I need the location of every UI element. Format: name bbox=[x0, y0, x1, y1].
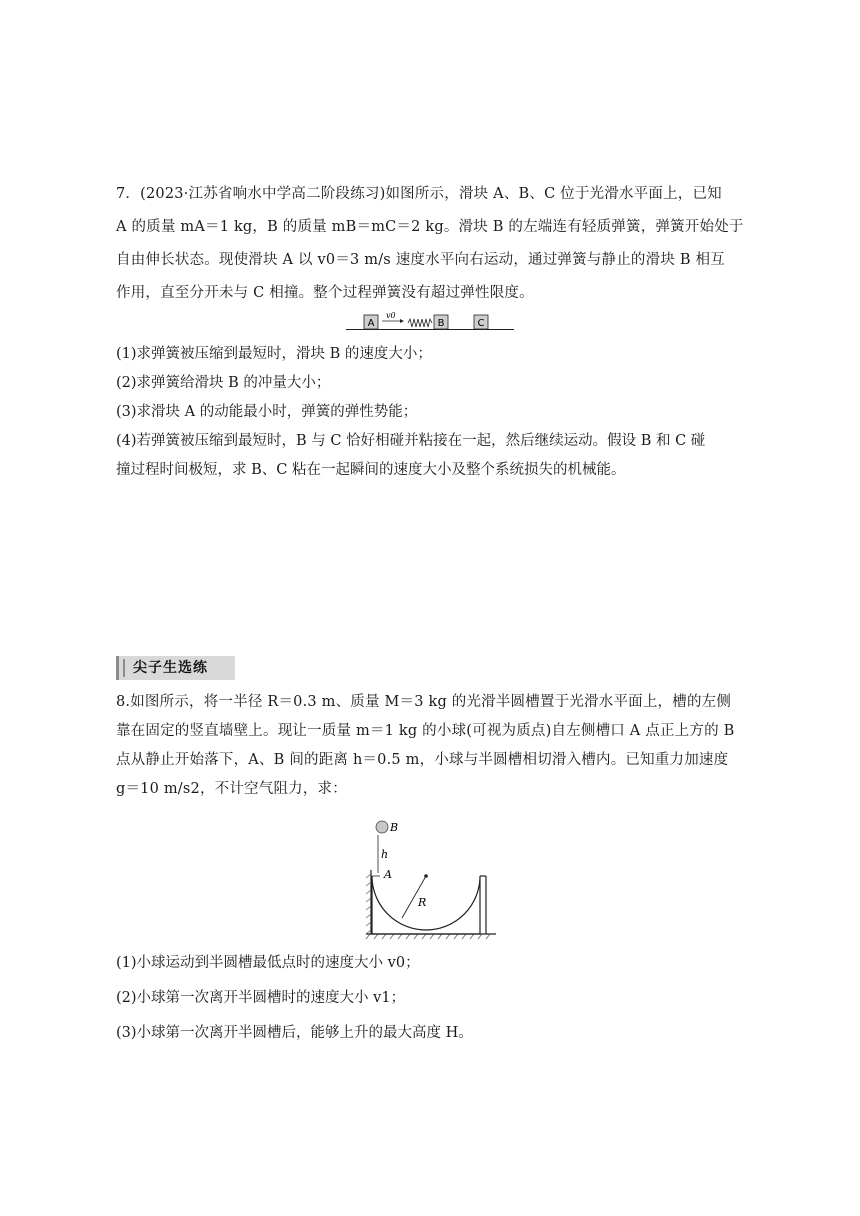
q7-subquestions bbox=[116, 340, 705, 485]
section-marker bbox=[123, 659, 125, 677]
q8-subquestion: (2)小球第一次离开半圆槽时的速度大小 v1； bbox=[116, 990, 406, 1006]
q8-line: 点从静止开始落下，A、B 间的距离 h＝0.5 m，小球与半圆槽相切滑入槽内。已知重力加速度 bbox=[116, 752, 729, 768]
q7-subquestion: (1)求弹簧被压缩到最短时，滑块 B 的速度大小； bbox=[116, 346, 432, 362]
q8-subquestion: (3)小球第一次离开半圆槽后，能够上升的最大高度 H。 bbox=[116, 1025, 473, 1041]
block-c-label: C bbox=[477, 318, 485, 329]
q8-line: 靠在固定的竖直墙壁上。现让一质量 m＝1 kg 的小球(可视为质点)自左侧槽口 A 点正上方的 B bbox=[116, 723, 735, 739]
label-b: B bbox=[390, 821, 399, 834]
wall-hatching bbox=[366, 874, 371, 934]
question-8 bbox=[116, 688, 746, 804]
label-a: A bbox=[384, 868, 392, 881]
velocity-label: v0 bbox=[386, 312, 396, 320]
semicircle-groove-figure bbox=[362, 818, 502, 940]
section-header bbox=[116, 656, 235, 680]
blocks-spring-figure bbox=[346, 312, 516, 336]
q8-subquestions bbox=[116, 946, 473, 1051]
block-b-label: B bbox=[437, 318, 445, 329]
ball bbox=[376, 821, 388, 833]
q7-subquestion: (2)求弹簧给滑块 B 的冲量大小； bbox=[116, 375, 331, 391]
section-title: 尖子生选练 bbox=[133, 660, 208, 676]
velocity-arrowhead bbox=[400, 319, 404, 323]
q7-line: 自由伸长状态。现使滑块 A 以 v0＝3 m/s 速度水平向右运动，通过弹簧与静止的滑块 B 相互 bbox=[116, 252, 725, 268]
q7-line: 作用，直至分开未与 C 相撞。整个过程弹簧没有超过弹性限度。 bbox=[116, 285, 534, 301]
ground-hatching bbox=[366, 934, 490, 939]
label-h: h bbox=[381, 848, 389, 861]
q8-line: g＝10 m/s2，不计空气阻力，求： bbox=[116, 781, 347, 797]
label-r: R bbox=[418, 896, 427, 909]
q7-subquestion: (4)若弹簧被压缩到最短时，B 与 C 恰好相碰并粘接在一起，然后继续运动。假设 B 和 C 碰 bbox=[116, 433, 706, 449]
q7-line: A 的质量 mA＝1 kg，B 的质量 mB＝mC＝2 kg。滑块 B 的左端连有轻质弹簧，弹簧开始处于 bbox=[116, 219, 744, 235]
q7-subquestion: 撞过程时间极短，求 B、C 粘在一起瞬间的速度大小及整个系统损失的机械能。 bbox=[116, 462, 626, 478]
block-a-label: A bbox=[367, 318, 375, 329]
q8-subquestion: (1)小球运动到半圆槽最低点时的速度大小 v0； bbox=[116, 955, 420, 971]
q7-line: 7．(2023·江苏省响水中学高二阶段练习)如图所示，滑块 A、B、C 位于光滑水平面上，已知 bbox=[116, 186, 722, 202]
q7-subquestion: (3)求滑块 A 的动能最小时，弹簧的弹性势能； bbox=[116, 404, 418, 420]
question-7 bbox=[116, 178, 746, 310]
center-dot bbox=[424, 874, 428, 878]
q8-line: 8.如图所示，将一半径 R＝0.3 m、质量 M＝3 kg 的光滑半圆槽置于光滑水平面上，槽的左侧 bbox=[116, 694, 732, 710]
spring bbox=[408, 319, 432, 327]
